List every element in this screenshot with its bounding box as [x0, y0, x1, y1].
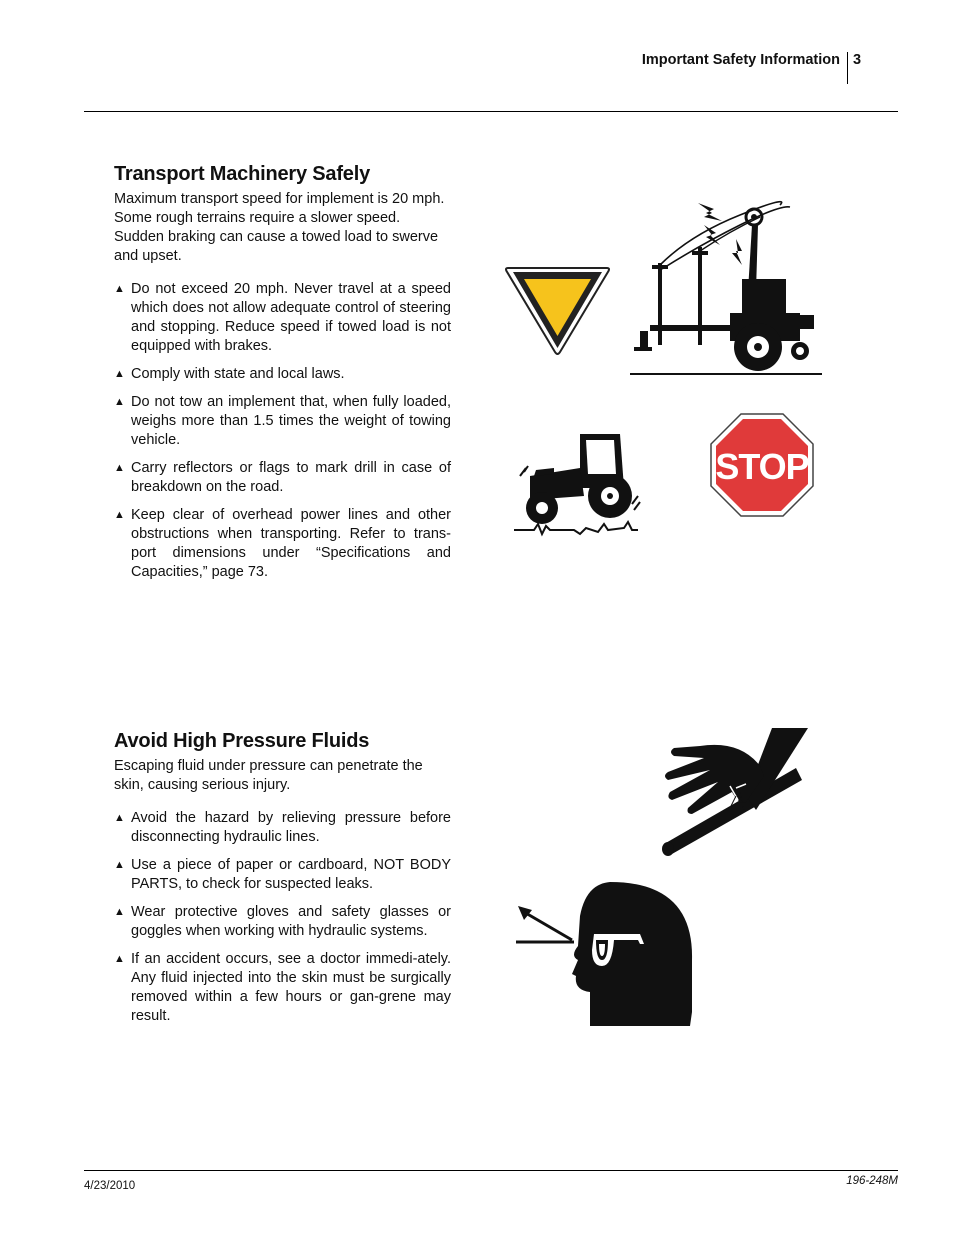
section-fluids: [114, 730, 451, 1035]
list-item: ▲ Wear protective gloves and safety glasses or goggles when working with hydraulic systems.: [114, 904, 451, 939]
section-intro-fluids: Escaping fluid under pressure can penetrate the skin, causing serious injury.: [114, 758, 423, 793]
bullet-triangle-icon: ▲: [114, 283, 125, 295]
safety-glasses-head-icon: [514, 880, 696, 1028]
hand-injection-icon: [660, 726, 812, 860]
list-item: ▲ Carry reflectors or flags to mark drill in case of breakdown on the road.: [114, 460, 451, 495]
page-number: 3: [853, 52, 862, 68]
section-intro-transport: Maximum transport speed for implement is 20 mph. Some rough terrains require a slower speed. Sudden braking can cause a towed load to swerve and upset.: [114, 191, 445, 264]
bullet-triangle-icon: ▲: [114, 859, 125, 871]
header-title: Important Safety Information: [641, 52, 840, 68]
footer-doc-number: 196-248M: [846, 1175, 898, 1187]
bullet-list-transport: [114, 280, 451, 582]
bullet-triangle-icon: ▲: [114, 812, 125, 824]
stop-sign-text: STOP: [715, 446, 809, 487]
bottom-rule: [84, 1170, 898, 1171]
list-item: ▲ Do not exceed 20 mph. Never travel at a speed which does not allow adequate control of steering and stopping. Reduce speed if towed load is not equipped with brakes.: [114, 281, 451, 354]
stop-sign-icon: [710, 413, 814, 517]
list-item: ▲ Avoid the hazard by relieving pressure before disconnecting hydraulic lines.: [114, 810, 451, 845]
power-line-tractor-icon: [630, 195, 825, 377]
bullet-triangle-icon: ▲: [114, 462, 125, 474]
list-item: ▲ Use a piece of paper or cardboard, NOT BODY PARTS, to check for suspected leaks.: [114, 857, 451, 892]
section-heading-transport: Transport Machinery Safely: [114, 163, 371, 185]
list-item: ▲ If an accident occurs, see a doctor immedi-ately. Any fluid injected into the skin must be surgically removed within a few hours or gan-grene may result.: [114, 951, 451, 1024]
yield-sign-icon: [504, 266, 611, 356]
bullet-triangle-icon: ▲: [114, 906, 125, 918]
bullet-triangle-icon: ▲: [114, 396, 125, 408]
footer-date: 4/23/2010: [84, 1180, 136, 1192]
bullet-triangle-icon: ▲: [114, 368, 125, 380]
tractor-rough-terrain-icon: [514, 430, 642, 542]
bullet-triangle-icon: ▲: [114, 953, 125, 965]
bullet-triangle-icon: ▲: [114, 509, 125, 521]
header-divider: [847, 52, 848, 84]
bullet-list-fluids: [114, 809, 451, 1026]
top-rule: [84, 111, 898, 112]
section-heading-fluids: Avoid High Pressure Fluids: [114, 730, 370, 752]
section-transport: [114, 163, 451, 591]
list-item: ▲ Keep clear of overhead power lines and other obstructions when transporting. Refer to trans-port dimensions under “Specifications and Capacities,” page 73.: [114, 507, 451, 580]
list-item: ▲ Do not tow an implement that, when fully loaded, weighs more than 1.5 times the weight of towing vehicle.: [114, 394, 451, 448]
list-item: ▲ Comply with state and local laws.: [114, 366, 345, 382]
